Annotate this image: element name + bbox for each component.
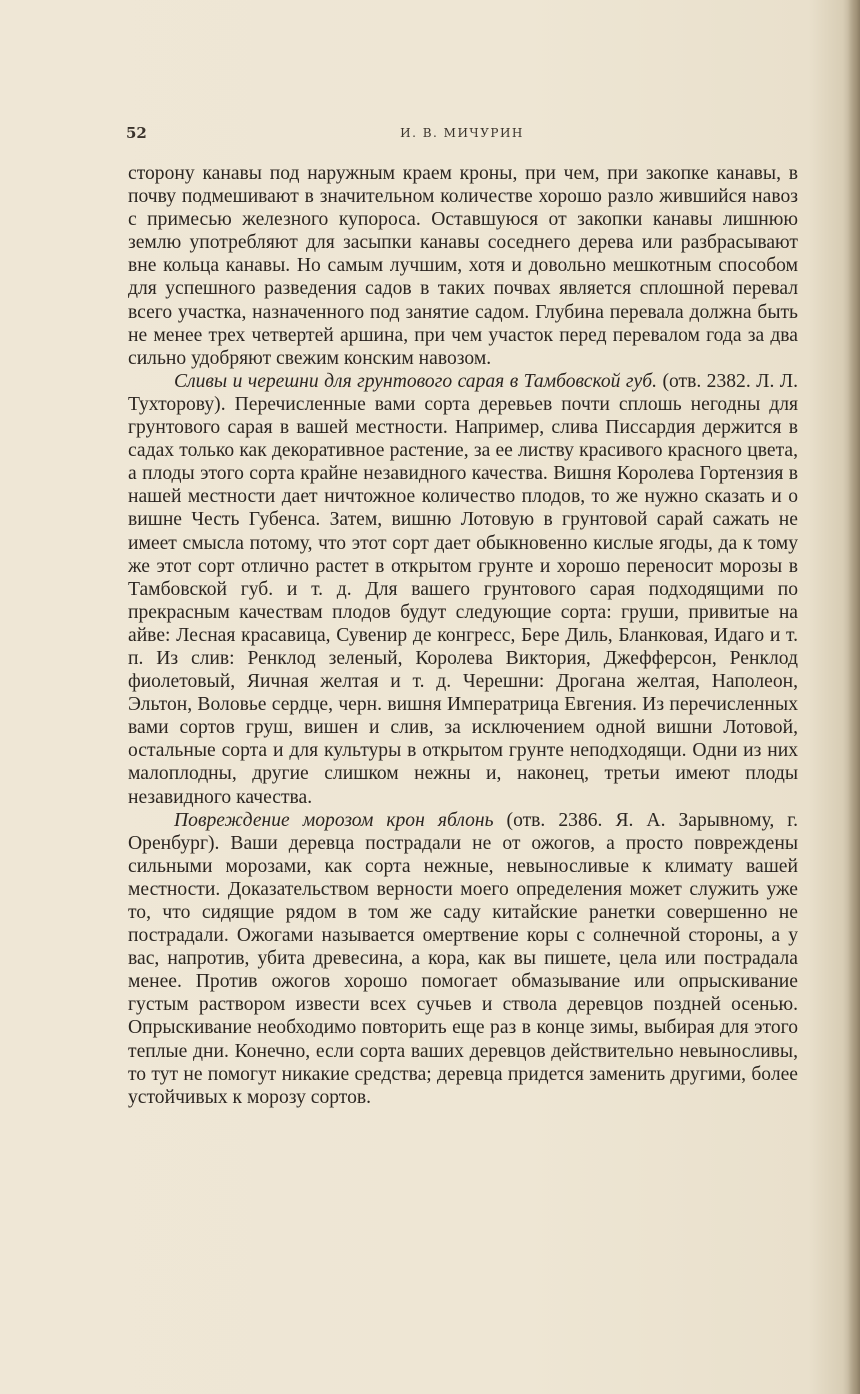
- paragraph-continuation: сторону канавы под наружным краем кроны, при чем, при закопке канавы, в почву подмешивают в значительном количестве хорошо разло жившийся навоз с примесью железного купороса. Оставшуюся от закопки канавы лишнюю землю употребляют для засыпки канавы соседнего дерева или разбрасывают вне кольца канавы. Но самым лучшим, хотя и довольно мешкотным способом для успешного разведения садов в таких почвах является сплошной перевал всего участка, назначенного под занятие садом. Глубина перевала должна быть не менее трех четвертей аршина, при чем участок перед перевалом года за два сильно удобряют свежим конским навозом.: [128, 163, 798, 369]
- paragraph-body: (отв. 2382. Л. Л. Тухторову). Перечисленные вами сорта деревьев почти сплошь негодны для грунтового сарая в вашей местности. Например, слива Писсардия держится в садах только как декоративное растение, за ее листву красивого красного цвета, а плоды этого сорта крайне незавидного качества. Вишня Королева Гортензия в нашей местности дает ничтожное количество плодов, то же нужно сказать и о вишне Честь Губенса. Затем, вишню Лотовую в грунтовой сарай сажать не имеет смысла потому, что этот сорт дает обыкновенно кислые ягоды, да к тому же этот сорт отлично растет в открытом грунте и хорошо переносит морозы в Тамбовской губ. и т. д. Для вашего грунтового сарая подходящими по прекрасным качествам плодов будут следующие сорта: груши, привитые на айве: Лесная красавица, Сувенир де конгресс, Бере Диль, Бланковая, Идаго и т. п. Из слив: Ренклод зеленый, Королева Виктория, Джефферсон, Ренклод фиолетовый, Яичная желтая и т. д. Черешни: Дрогана желтая, Наполеон, Эльтон, Воловье сердце, черн. вишня Императрица Евгения. Из перечисленных вами сортов груш, вишен и слив, за исключением одной вишни Лотовой, остальные сорта и для культуры в открытом грунте неподходящи. Одни из них малоплодны, другие слишком нежны и, наконец, третьи имеют плоды незавидного качества.: [128, 370, 798, 808]
- page-header: [126, 124, 798, 144]
- page-edge-shadow: [848, 0, 860, 1394]
- paragraph-title: Повреждение морозом крон яблонь: [174, 809, 494, 831]
- running-head: И. В. МИЧУРИН: [400, 126, 524, 140]
- paragraph-frost-damage: [128, 809, 798, 1109]
- paragraph-plums-cherries: [128, 370, 798, 809]
- paragraph-body: (отв. 2386. Я. А. Зарывному, г. Оренбург). Ваши деревца пострадали не от ожогов, а просто повреждены сильными морозами, как сорта нежные, невыносливые к климату вашей местности. Доказательством верности моего определения может служить уже то, что сидящие рядом в том же саду китайские ранетки совершенно не пострадали. Ожогами называется омертвение коры с солнечной стороны, а у вас, напротив, убита древесина, а кора, как вы пишете, цела или пострадала менее. Против ожогов хорошо помогает обмазывание или опрыскивание густым раствором извести всех сучьев и ствола деревцов поздней осенью. Опрыскивание необходимо повторить еще раз в конце зимы, выбирая для этого теплые дни. Конечно, если сорта ваших деревцов действительно невыносливы, то тут не помогут никакие средства; деревца придется заменить другими, более устойчивых к морозу сортов.: [128, 809, 798, 1108]
- body-text: [128, 162, 798, 1109]
- page-number: 52: [126, 124, 147, 142]
- paragraph-title: Сливы и черешни для грунтового сарая в Тамбовской губ.: [174, 370, 658, 392]
